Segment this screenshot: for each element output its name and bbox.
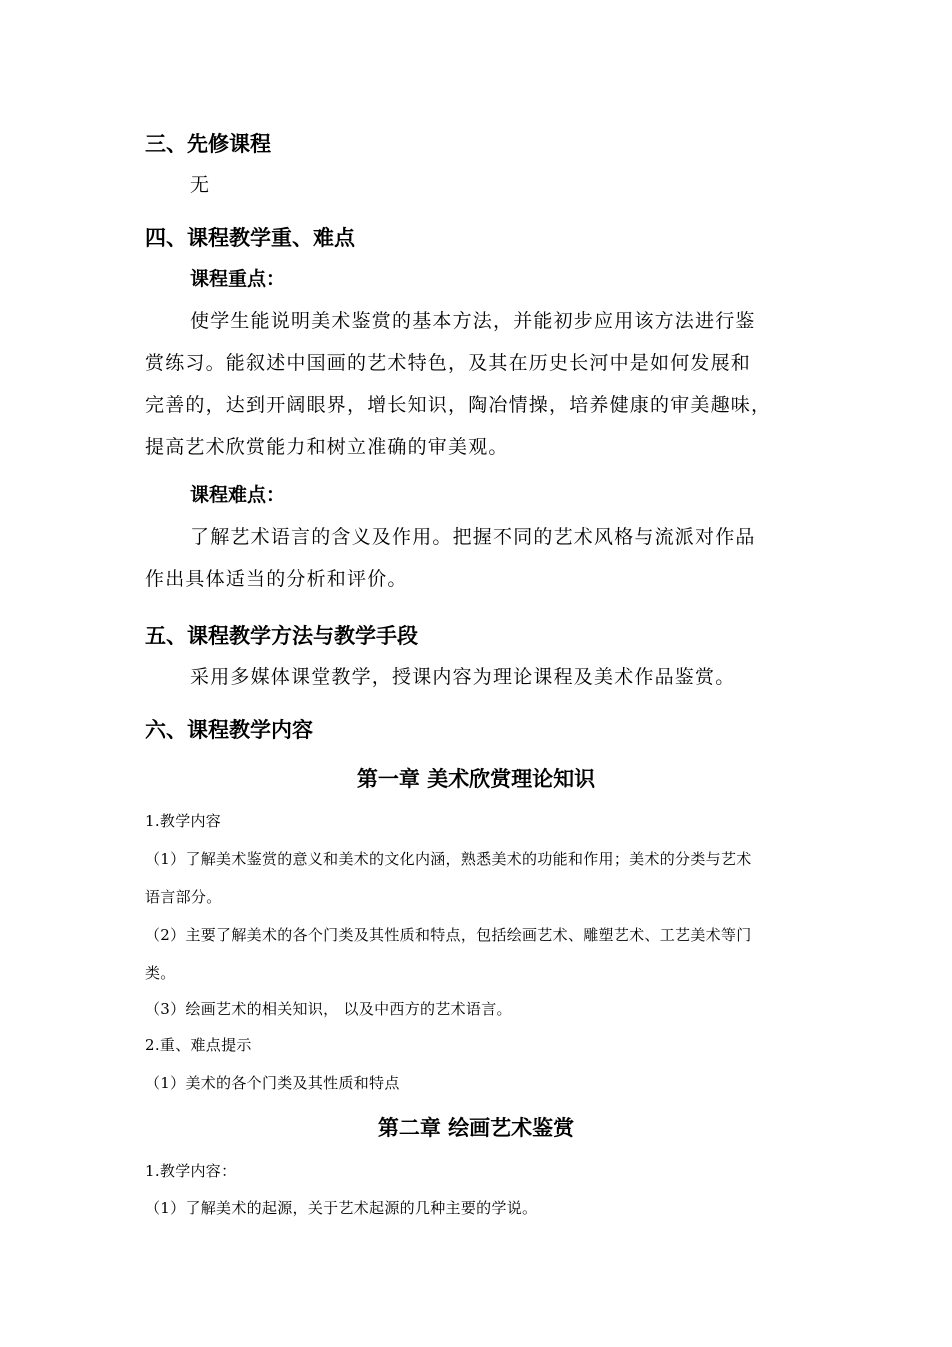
section-heading-prerequisites: 三、先修课程	[145, 132, 271, 156]
chapter-1-line: （2）主要了解美术的各个门类及其性质和特点，包括绘画艺术、雕塑艺术、工艺美术等门	[145, 926, 752, 944]
chapter-2-line: （1）了解美术的起源，关于艺术起源的几种主要的学说。	[145, 1199, 538, 1217]
section-heading-content: 六、课程教学内容	[145, 718, 313, 742]
key-points-line: 完善的，达到开阔眼界，增长知识，陶冶情操，培养健康的审美趣味，	[145, 394, 772, 416]
chapter-1-title: 第一章 美术欣赏理论知识	[356, 767, 596, 791]
difficult-points-label: 课程难点：	[190, 484, 286, 506]
methods-text: 采用多媒体课堂教学，授课内容为理论课程及美术作品鉴赏。	[190, 666, 736, 688]
chapter-1-line: 类。	[145, 964, 176, 982]
chapter-1-line: （1）美术的各个门类及其性质和特点	[145, 1074, 400, 1092]
key-points-line: 使学生能说明美术鉴赏的基本方法，并能初步应用该方法进行鉴	[190, 310, 756, 332]
difficult-points-line: 作出具体适当的分析和评价。	[145, 568, 408, 590]
section-heading-methods: 五、课程教学方法与教学手段	[145, 624, 418, 648]
key-points-line: 赏练习。能叙述中国画的艺术特色，及其在历史长河中是如何发展和	[145, 352, 752, 374]
chapter-1-line: （1）了解美术鉴赏的意义和美术的文化内涵，熟悉美术的功能和作用；美术的分类与艺术	[145, 850, 752, 868]
chapter-2-title: 第二章 绘画艺术鉴赏	[377, 1116, 575, 1140]
chapter-2-line: 1.教学内容：	[145, 1162, 237, 1180]
chapter-1-line: 1.教学内容	[145, 812, 222, 830]
key-points-label: 课程重点：	[190, 268, 286, 290]
prerequisites-text: 无	[190, 174, 211, 196]
chapter-1-line: 2.重、难点提示	[145, 1036, 252, 1054]
difficult-points-line: 了解艺术语言的含义及作用。把握不同的艺术风格与流派对作品	[190, 526, 756, 548]
key-points-line: 提高艺术欣赏能力和树立准确的审美观。	[145, 436, 509, 458]
section-heading-key-points: 四、课程教学重、难点	[145, 226, 355, 250]
chapter-1-line: （3）绘画艺术的相关知识， 以及中西方的艺术语言。	[145, 1000, 512, 1018]
chapter-1-line: 语言部分。	[145, 888, 222, 906]
